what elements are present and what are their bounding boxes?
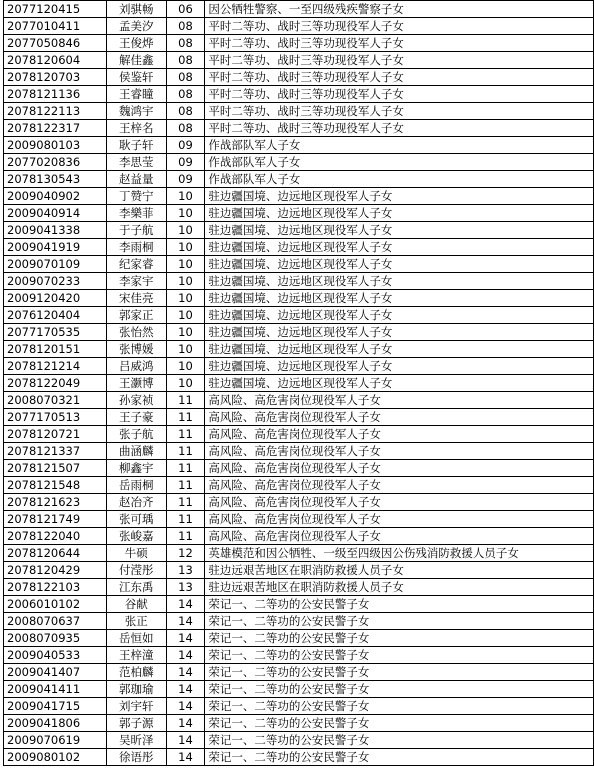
table-row	[4, 511, 594, 528]
student-name-cell: 解佳鑫	[106, 52, 166, 69]
student-id-cell: 2009070619	[4, 732, 107, 749]
category-desc-cell: 高风险、高危害岗位现役军人子女	[205, 392, 594, 409]
category-desc-cell: 平时二等功、战时三等功现役军人子女	[205, 120, 594, 137]
category-code-cell: 14	[166, 613, 205, 630]
student-name-cell: 张正	[106, 613, 166, 630]
student-name-cell: 郭家正	[106, 307, 166, 324]
student-name-cell: 曲涵麟	[106, 443, 166, 460]
category-desc-cell: 荣记一、二等功的公安民警子女	[205, 613, 594, 630]
student-id-cell: 2009080103	[4, 137, 107, 154]
category-code-cell: 09	[166, 171, 205, 188]
table-row	[4, 749, 594, 766]
student-id-cell: 2009040914	[4, 205, 107, 222]
category-desc-cell: 高风险、高危害岗位现役军人子女	[205, 494, 594, 511]
student-id-cell: 2078122049	[4, 375, 107, 392]
category-code-cell: 10	[166, 188, 205, 205]
table-row	[4, 120, 594, 137]
table-row	[4, 375, 594, 392]
student-id-cell: 2009070109	[4, 256, 107, 273]
student-id-cell: 2078122113	[4, 103, 107, 120]
category-desc-cell: 驻边疆国境、边远地区现役军人子女	[205, 273, 594, 290]
student-id-cell: 2009041407	[4, 664, 107, 681]
student-name-cell: 赵冶齐	[106, 494, 166, 511]
category-desc-cell: 荣记一、二等功的公安民警子女	[205, 681, 594, 698]
table-row	[4, 205, 594, 222]
category-desc-cell: 高风险、高危害岗位现役军人子女	[205, 460, 594, 477]
student-name-cell: 王俊烨	[106, 35, 166, 52]
category-code-cell: 10	[166, 307, 205, 324]
table-row	[4, 460, 594, 477]
table-row	[4, 698, 594, 715]
category-desc-cell: 平时二等功、战时三等功现役军人子女	[205, 52, 594, 69]
table-row	[4, 35, 594, 52]
table-row	[4, 103, 594, 120]
category-desc-cell: 荣记一、二等功的公安民警子女	[205, 647, 594, 664]
table-body	[4, 1, 594, 766]
category-code-cell: 13	[166, 562, 205, 579]
student-name-cell: 徐语彤	[106, 749, 166, 766]
student-name-cell: 江东禹	[106, 579, 166, 596]
student-name-cell: 宋佳亮	[106, 290, 166, 307]
category-code-cell: 09	[166, 154, 205, 171]
student-id-cell: 2009070233	[4, 273, 107, 290]
student-id-cell: 2077050846	[4, 35, 107, 52]
student-name-cell: 孟美汐	[106, 18, 166, 35]
category-desc-cell: 英雄模范和因公牺牲、一级至四级因公伤残消防救援人员子女	[205, 545, 594, 562]
student-id-cell: 2078121548	[4, 477, 107, 494]
student-id-cell: 2077010411	[4, 18, 107, 35]
table-row	[4, 137, 594, 154]
student-name-cell: 牛硕	[106, 545, 166, 562]
category-desc-cell: 平时二等功、战时三等功现役军人子女	[205, 86, 594, 103]
student-name-cell: 岳雨桐	[106, 477, 166, 494]
student-id-cell: 2009041806	[4, 715, 107, 732]
category-desc-cell: 作战部队军人子女	[205, 154, 594, 171]
table-row	[4, 613, 594, 630]
student-name-cell: 李家宇	[106, 273, 166, 290]
student-name-cell: 王梓名	[106, 120, 166, 137]
table-row	[4, 324, 594, 341]
category-code-cell: 11	[166, 409, 205, 426]
category-desc-cell: 驻边疆国境、边远地区现役军人子女	[205, 375, 594, 392]
category-code-cell: 11	[166, 443, 205, 460]
student-name-cell: 王子豪	[106, 409, 166, 426]
category-code-cell: 11	[166, 528, 205, 545]
student-id-cell: 2078120429	[4, 562, 107, 579]
category-desc-cell: 驻边远艰苦地区在职消防救援人员子女	[205, 579, 594, 596]
category-code-cell: 10	[166, 358, 205, 375]
student-id-cell: 2009041919	[4, 239, 107, 256]
category-desc-cell: 因公牺牲警察、一至四级残疾警察子女	[205, 1, 594, 18]
category-code-cell: 14	[166, 664, 205, 681]
category-desc-cell: 高风险、高危害岗位现役军人子女	[205, 528, 594, 545]
student-id-cell: 2078122317	[4, 120, 107, 137]
table-row	[4, 477, 594, 494]
category-code-cell: 06	[166, 1, 205, 18]
category-code-cell: 10	[166, 256, 205, 273]
student-id-cell: 2008070321	[4, 392, 107, 409]
student-id-cell: 2008070637	[4, 613, 107, 630]
student-id-cell: 2078121337	[4, 443, 107, 460]
student-name-cell: 李思莹	[106, 154, 166, 171]
category-desc-cell: 作战部队军人子女	[205, 171, 594, 188]
table-row	[4, 664, 594, 681]
student-name-cell: 赵益量	[106, 171, 166, 188]
student-name-cell: 张怡然	[106, 324, 166, 341]
category-desc-cell: 荣记一、二等功的公安民警子女	[205, 630, 594, 647]
student-id-cell: 2078121136	[4, 86, 107, 103]
category-desc-cell: 高风险、高危害岗位现役军人子女	[205, 511, 594, 528]
table-row	[4, 732, 594, 749]
category-desc-cell: 荣记一、二等功的公安民警子女	[205, 664, 594, 681]
student-name-cell: 郭子源	[106, 715, 166, 732]
table-row	[4, 426, 594, 443]
table-row	[4, 154, 594, 171]
table-row	[4, 494, 594, 511]
category-desc-cell: 高风险、高危害岗位现役军人子女	[205, 409, 594, 426]
category-desc-cell: 荣记一、二等功的公安民警子女	[205, 698, 594, 715]
student-id-cell: 2008070935	[4, 630, 107, 647]
student-name-cell: 张子航	[106, 426, 166, 443]
table-row	[4, 528, 594, 545]
category-desc-cell: 驻边疆国境、边远地区现役军人子女	[205, 290, 594, 307]
student-name-cell: 谷献	[106, 596, 166, 613]
table-row	[4, 222, 594, 239]
table-row	[4, 18, 594, 35]
category-code-cell: 14	[166, 749, 205, 766]
table-row	[4, 239, 594, 256]
student-name-cell: 李雨桐	[106, 239, 166, 256]
student-name-cell: 王梓潼	[106, 647, 166, 664]
student-id-cell: 2009040533	[4, 647, 107, 664]
table-row	[4, 307, 594, 324]
category-code-cell: 09	[166, 137, 205, 154]
category-desc-cell: 驻边疆国境、边远地区现役军人子女	[205, 222, 594, 239]
category-desc-cell: 驻边疆国境、边远地区现役军人子女	[205, 239, 594, 256]
student-id-cell: 2009120420	[4, 290, 107, 307]
student-id-cell: 2009041338	[4, 222, 107, 239]
category-code-cell: 10	[166, 239, 205, 256]
category-desc-cell: 平时二等功、战时三等功现役军人子女	[205, 35, 594, 52]
category-code-cell: 10	[166, 341, 205, 358]
student-name-cell: 魏鸿宇	[106, 103, 166, 120]
table-row	[4, 596, 594, 613]
student-name-cell: 范柏麟	[106, 664, 166, 681]
category-desc-cell: 高风险、高危害岗位现役军人子女	[205, 426, 594, 443]
student-name-cell: 吕威鸿	[106, 358, 166, 375]
student-name-cell: 柳鑫宇	[106, 460, 166, 477]
table-row	[4, 443, 594, 460]
student-id-cell: 2009080102	[4, 749, 107, 766]
table-row	[4, 86, 594, 103]
category-code-cell: 12	[166, 545, 205, 562]
category-code-cell: 10	[166, 290, 205, 307]
category-desc-cell: 荣记一、二等功的公安民警子女	[205, 715, 594, 732]
student-name-cell: 郭珈瑜	[106, 681, 166, 698]
table-row	[4, 579, 594, 596]
category-desc-cell: 荣记一、二等功的公安民警子女	[205, 749, 594, 766]
student-id-cell: 2077120415	[4, 1, 107, 18]
student-id-cell: 2078120151	[4, 341, 107, 358]
table-row	[4, 409, 594, 426]
student-id-cell: 2006010102	[4, 596, 107, 613]
category-desc-cell: 驻边疆国境、边远地区现役军人子女	[205, 256, 594, 273]
category-desc-cell: 驻边疆国境、边远地区现役军人子女	[205, 307, 594, 324]
category-code-cell: 14	[166, 596, 205, 613]
student-name-cell: 孙家祯	[106, 392, 166, 409]
category-code-cell: 08	[166, 52, 205, 69]
student-name-cell: 丁赞宁	[106, 188, 166, 205]
category-code-cell: 10	[166, 324, 205, 341]
category-desc-cell: 高风险、高危害岗位现役军人子女	[205, 443, 594, 460]
category-desc-cell: 驻边疆国境、边远地区现役军人子女	[205, 358, 594, 375]
category-code-cell: 08	[166, 103, 205, 120]
category-code-cell: 11	[166, 511, 205, 528]
category-code-cell: 11	[166, 477, 205, 494]
student-id-cell: 2078121623	[4, 494, 107, 511]
student-name-cell: 付滢彤	[106, 562, 166, 579]
category-code-cell: 10	[166, 222, 205, 239]
category-code-cell: 08	[166, 35, 205, 52]
table-row	[4, 647, 594, 664]
student-id-cell: 2078120604	[4, 52, 107, 69]
student-id-cell: 2009041715	[4, 698, 107, 715]
table-row	[4, 188, 594, 205]
category-code-cell: 08	[166, 69, 205, 86]
student-id-cell: 2078122103	[4, 579, 107, 596]
student-id-cell: 2078120721	[4, 426, 107, 443]
student-name-cell: 耿子轩	[106, 137, 166, 154]
student-id-cell: 2078120644	[4, 545, 107, 562]
category-desc-cell: 驻边疆国境、边远地区现役军人子女	[205, 341, 594, 358]
student-id-cell: 2078121749	[4, 511, 107, 528]
table-row	[4, 171, 594, 188]
student-id-cell: 2078130543	[4, 171, 107, 188]
category-code-cell: 08	[166, 18, 205, 35]
category-code-cell: 11	[166, 392, 205, 409]
student-name-cell: 张峻嘉	[106, 528, 166, 545]
student-name-cell: 王灏博	[106, 375, 166, 392]
student-id-cell: 2077170513	[4, 409, 107, 426]
category-desc-cell: 作战部队军人子女	[205, 137, 594, 154]
table-row	[4, 392, 594, 409]
student-name-cell: 纪家睿	[106, 256, 166, 273]
student-name-cell: 侯鉴轩	[106, 69, 166, 86]
table-row	[4, 681, 594, 698]
category-code-cell: 13	[166, 579, 205, 596]
table-row	[4, 69, 594, 86]
category-desc-cell: 平时二等功、战时三等功现役军人子女	[205, 103, 594, 120]
table-row	[4, 273, 594, 290]
table-row	[4, 545, 594, 562]
student-name-cell: 张博媛	[106, 341, 166, 358]
category-code-cell: 14	[166, 715, 205, 732]
category-desc-cell: 高风险、高危害岗位现役军人子女	[205, 477, 594, 494]
category-desc-cell: 平时二等功、战时三等功现役军人子女	[205, 18, 594, 35]
category-code-cell: 14	[166, 698, 205, 715]
category-desc-cell: 驻边疆国境、边远地区现役军人子女	[205, 324, 594, 341]
student-id-cell: 2009040902	[4, 188, 107, 205]
category-code-cell: 14	[166, 681, 205, 698]
category-code-cell: 11	[166, 426, 205, 443]
student-id-cell: 2078121214	[4, 358, 107, 375]
student-name-cell: 吴昕泽	[106, 732, 166, 749]
category-code-cell: 14	[166, 647, 205, 664]
table-row	[4, 256, 594, 273]
student-id-cell: 2077170535	[4, 324, 107, 341]
category-code-cell: 10	[166, 205, 205, 222]
table-row	[4, 715, 594, 732]
category-code-cell: 08	[166, 86, 205, 103]
student-name-cell: 于子航	[106, 222, 166, 239]
category-desc-cell: 荣记一、二等功的公安民警子女	[205, 596, 594, 613]
student-name-cell: 刘宇轩	[106, 698, 166, 715]
student-name-cell: 刘骐畅	[106, 1, 166, 18]
category-code-cell: 14	[166, 732, 205, 749]
student-id-cell: 2009041411	[4, 681, 107, 698]
student-id-cell: 2076120404	[4, 307, 107, 324]
category-desc-cell: 驻边疆国境、边远地区现役军人子女	[205, 205, 594, 222]
category-code-cell: 08	[166, 120, 205, 137]
table-row	[4, 341, 594, 358]
student-name-cell: 岳恒如	[106, 630, 166, 647]
category-desc-cell: 平时二等功、战时三等功现役军人子女	[205, 69, 594, 86]
category-code-cell: 11	[166, 494, 205, 511]
category-desc-cell: 驻边远艰苦地区在职消防救援人员子女	[205, 562, 594, 579]
student-id-cell: 2078120703	[4, 69, 107, 86]
table-row	[4, 1, 594, 18]
student-name-cell: 张可瑀	[106, 511, 166, 528]
student-id-cell: 2078121507	[4, 460, 107, 477]
table-row	[4, 630, 594, 647]
table-row	[4, 52, 594, 69]
category-code-cell: 14	[166, 630, 205, 647]
table-row	[4, 562, 594, 579]
category-desc-cell: 荣记一、二等功的公安民警子女	[205, 732, 594, 749]
category-code-cell: 11	[166, 460, 205, 477]
student-name-cell: 李樂菲	[106, 205, 166, 222]
category-desc-cell: 驻边疆国境、边远地区现役军人子女	[205, 188, 594, 205]
category-code-cell: 10	[166, 273, 205, 290]
student-name-cell: 王睿瞳	[106, 86, 166, 103]
category-code-cell: 10	[166, 375, 205, 392]
table-row	[4, 290, 594, 307]
student-id-cell: 2078122040	[4, 528, 107, 545]
student-list-table	[3, 0, 594, 766]
student-id-cell: 2077020836	[4, 154, 107, 171]
table-row	[4, 358, 594, 375]
